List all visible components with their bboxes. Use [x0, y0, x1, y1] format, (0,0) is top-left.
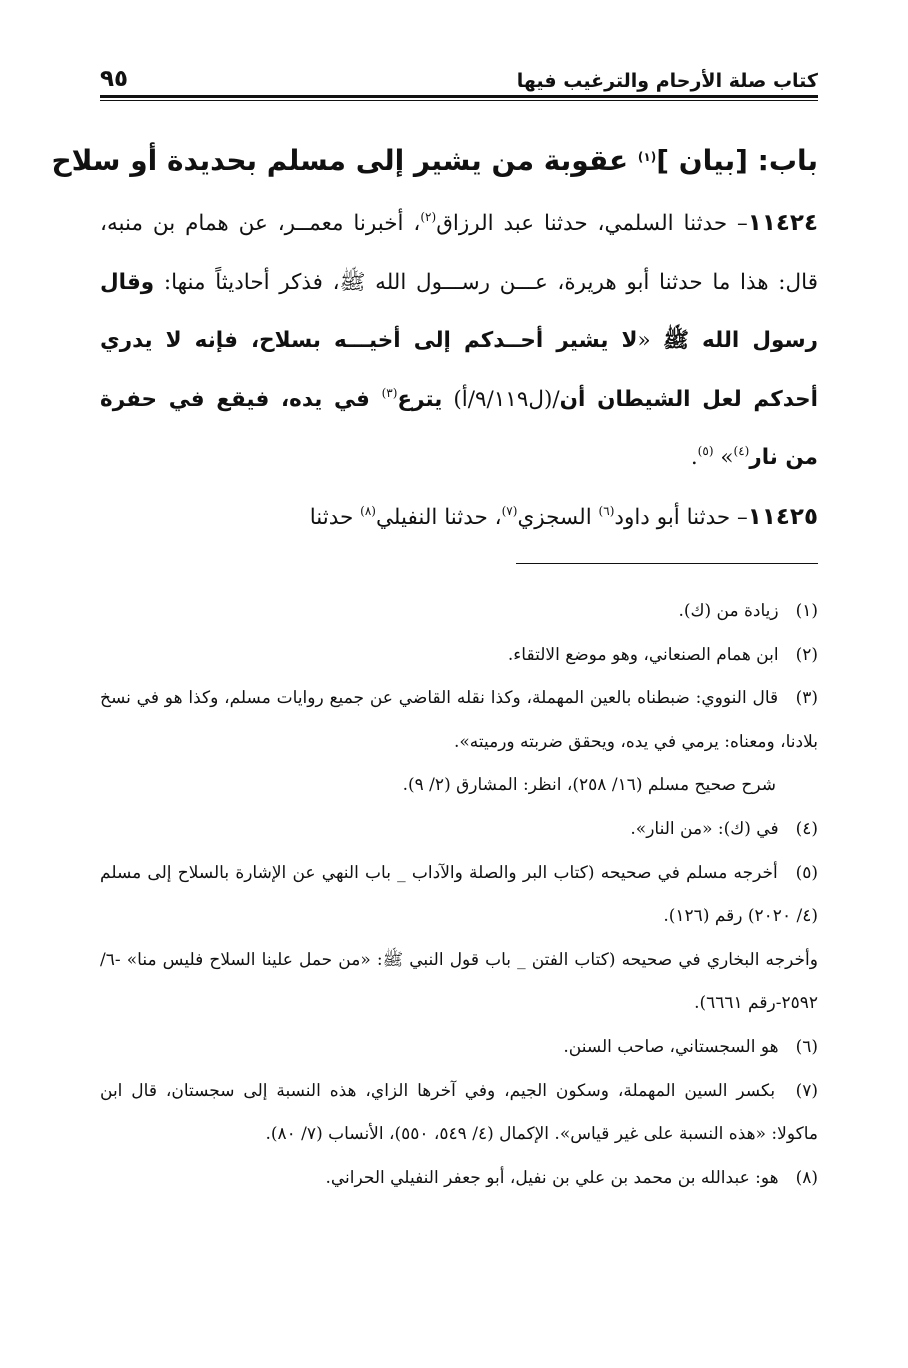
chapter-prefix: باب: [بيان ] — [656, 144, 818, 177]
footnote-text: قال النووي: ضبطناه بالعين المهملة، وكذا نقله القاضي عن جميع روايات مسلم، وكذا هو في نسخ بلادنا، ومعناه: يرمي في يده، ويحقق ضربته ورميته». — [100, 688, 818, 752]
footnote-text: هو السجستاني، صاحب السنن. — [563, 1036, 779, 1057]
footnote-text: شرح صحيح مسلم (١٦/ ٢٥٨)، انظر: المشارق (٢/ ٩). — [402, 775, 776, 796]
footnote-text: هو: عبدالله بن محمد بن علي بن نفيل، أبو جعفر النفيلي الحراني. — [325, 1167, 779, 1188]
main-text — [51, 134, 818, 547]
header-rule-thin — [100, 100, 818, 101]
footnote-ref: (٦) — [598, 503, 615, 518]
manuscript-ref: /(ل٩/١١٩/أ) — [442, 386, 560, 412]
hadith-11424 — [100, 194, 818, 488]
hadith-text: – حدثنا أبو داود — [614, 504, 748, 530]
hadith-bold-text: وقال رسول الله ﷺ — [100, 269, 818, 353]
footnote-ref: (٣) — [381, 385, 398, 400]
footnote-label: (٦) — [795, 1036, 818, 1057]
page-number: ٩٥ — [100, 66, 129, 92]
footnote-6 — [100, 1026, 818, 1070]
footnotes — [100, 590, 818, 1200]
footnote-label: (٧) — [795, 1080, 818, 1101]
footnote-ref: (٨) — [360, 503, 376, 518]
footnote-4 — [100, 808, 818, 852]
footnote-label: (١) — [795, 601, 818, 621]
footnote-label: (٢) — [795, 644, 818, 665]
running-title: كتاب صلة الأرحام والترغيب فيها — [516, 70, 818, 92]
hadith-text: حدثنا — [309, 504, 361, 530]
footnote-text: في (ك): «من النار». — [630, 818, 779, 839]
footnote-text: زيادة من (ك). — [678, 601, 779, 621]
footnote-1 — [100, 590, 818, 634]
footnote-ref: (٧) — [501, 503, 518, 518]
hadith-number: ١١٤٢٥ — [747, 503, 818, 530]
hadith-text: » — [713, 445, 734, 470]
footnote-label: (٣) — [795, 688, 819, 709]
footnote-3 — [100, 677, 818, 764]
footnote-ref: (١) — [637, 150, 657, 164]
footnote-ref: (٤) — [733, 444, 750, 458]
footnote-8 — [100, 1157, 818, 1201]
chapter-heading — [51, 134, 818, 188]
footnote-label: (٨) — [795, 1167, 818, 1188]
hadith-text: السجزي — [517, 504, 599, 530]
footnote-text: وأخرجه البخاري في صحيحه (كتاب الفتن _ باب قول النبي ﷺ: «من حمل علينا السلاح فليس منا» -٦/ ٢٥٩٢-رقم ٦٦٦١). — [100, 949, 818, 1014]
header-rule-thick — [100, 95, 818, 98]
footnote-5 — [100, 852, 818, 939]
page-header — [100, 58, 818, 92]
footnote-5-cont — [100, 939, 818, 1026]
footnote-2 — [100, 634, 818, 678]
hadith-text: . — [690, 445, 698, 470]
hadith-text: ، أخبرنا معمــر، عن همام بن منبه، قال: هذا ما حدثنا أبو هريرة، عـــن رســـول الله ﷺ، فذكر أحاديثاً منها: — [100, 211, 818, 295]
chapter-title: عقوبة من يشير إلى مسلم بحديدة أو سلاح — [51, 144, 638, 177]
footnote-7 — [100, 1070, 818, 1157]
footnote-ref: (٥) — [697, 444, 714, 458]
hadith-bold-text: لا يشير أحــدكم إلى أخيـــه بسلاح، فإنه لا يدري أحدكم لعل الشيطان أن — [100, 328, 818, 412]
hadith-number: ١١٤٢٤ — [747, 210, 818, 236]
footnote-ref: (٢) — [420, 210, 437, 224]
footnote-3-cont — [100, 764, 818, 808]
footnote-text: أخرجه مسلم في صحيحه (كتاب البر والصلة والآداب _ باب النهي عن الإشارة بالسلاح إلى مسلم (٤/ ٢٠٢٠) رقم (١٢٦). — [100, 862, 818, 927]
hadith-text: « — [637, 328, 664, 353]
footnote-text: ابن همام الصنعاني، وهو موضع الالتقاء. — [507, 644, 779, 665]
footnote-text: بكسر السين المهملة، وسكون الجيم، وفي آخرها الزاي، هذه النسبة إلى سجستان، قال ابن ماكولا: «هذه النسبة على غير قياس». الإكمال (٤/ ٥٤٩، ٥٥٠)، الأنساب (٧/ ٨٠). — [100, 1080, 818, 1145]
footnote-label: (٥) — [795, 862, 818, 883]
hadith-text: – حدثنا السلمي، حدثنا عبد الرزاق — [436, 211, 748, 236]
hadith-bold-text: يترع — [397, 386, 443, 412]
hadith-11425 — [100, 488, 818, 548]
footnote-separator — [516, 563, 818, 564]
hadith-bold-text: في يده، فيقع في حفرة من نار — [100, 386, 818, 470]
footnote-label: (٤) — [795, 818, 818, 839]
hadith-text: ، حدثنا النفيلي — [375, 504, 502, 530]
